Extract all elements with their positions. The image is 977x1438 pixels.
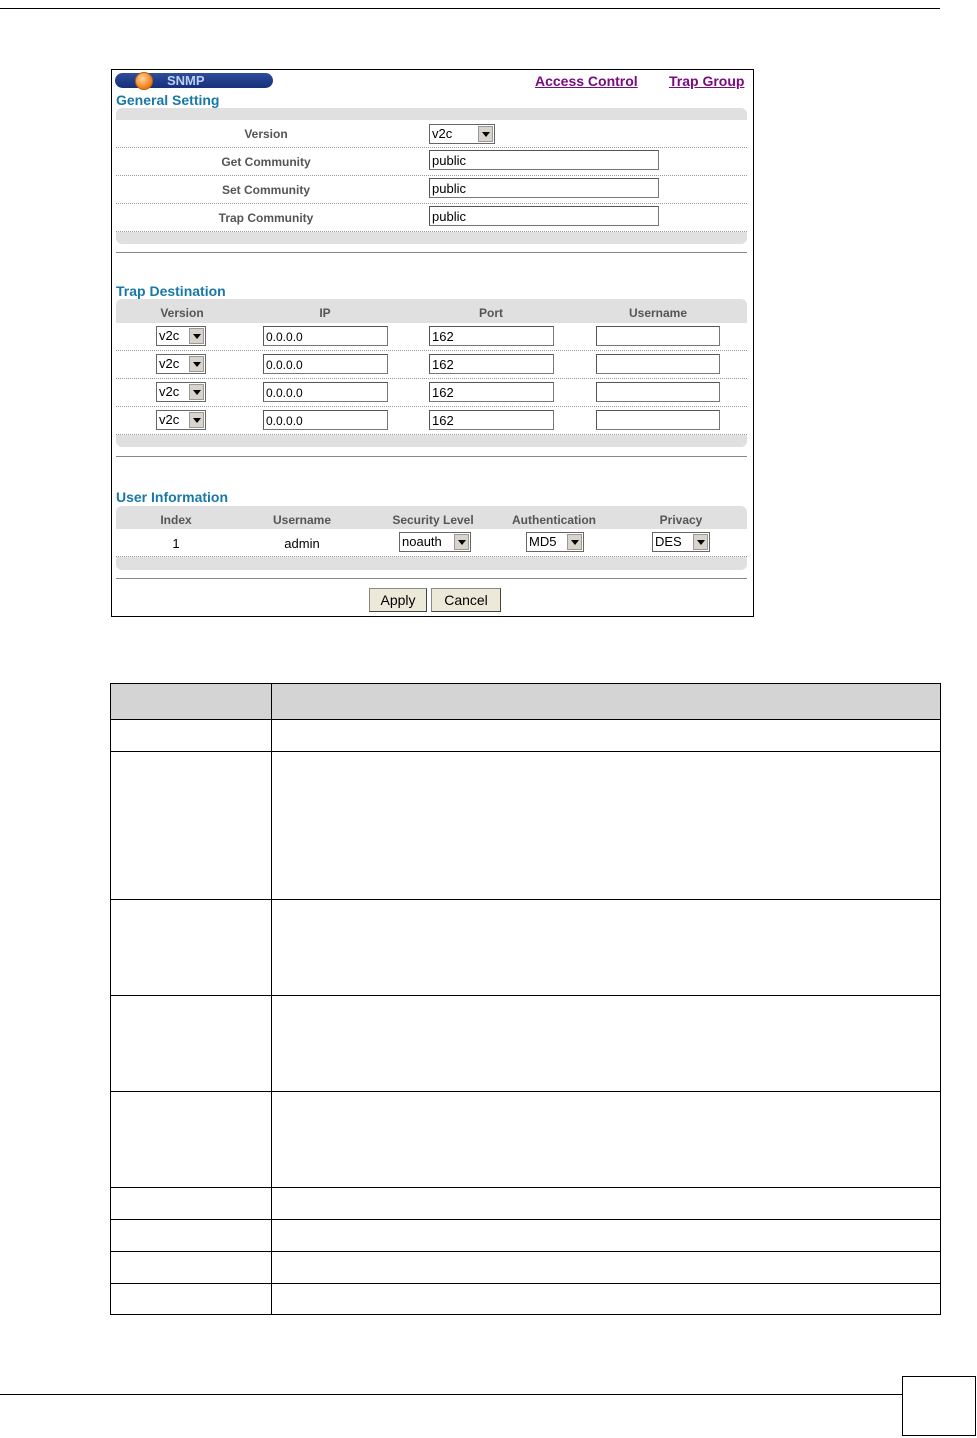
user-col-index: Index	[160, 513, 192, 527]
table-cell	[111, 684, 272, 720]
trap-version-select[interactable]	[156, 354, 206, 374]
table-cell	[111, 1220, 272, 1252]
trap-destination-title: Trap Destination	[116, 283, 226, 299]
table-cell	[111, 752, 272, 900]
general-row-trap-community	[116, 204, 747, 232]
status-orb-icon	[135, 72, 153, 90]
chevron-down-icon	[567, 534, 582, 550]
table-row	[111, 1284, 941, 1315]
chevron-down-icon	[478, 126, 493, 142]
trap-col-version: Version	[160, 306, 204, 320]
general-setting-title: General Setting	[116, 92, 220, 108]
version-select[interactable]	[429, 124, 495, 144]
trap-row	[116, 323, 747, 351]
page-number-box	[902, 1376, 976, 1436]
trap-group-link[interactable]: Trap Group	[669, 73, 745, 89]
access-control-link[interactable]: Access Control	[535, 73, 638, 89]
table-cell	[111, 1188, 272, 1220]
table-row	[111, 1092, 941, 1188]
trap-port-input[interactable]: 162	[429, 382, 554, 402]
table-cell	[111, 900, 272, 996]
table-cell	[272, 1252, 941, 1284]
footer-rule	[0, 1394, 902, 1395]
trap-row	[116, 351, 747, 379]
screen-title: SNMP	[167, 73, 205, 88]
trap-version-value: v2c	[159, 384, 180, 399]
authentication-select[interactable]	[526, 532, 584, 552]
table-cell	[272, 900, 941, 996]
trap-ip-input[interactable]: 0.0.0.0	[263, 326, 388, 346]
general-row-version	[116, 120, 747, 148]
trap-port-input[interactable]: 162	[429, 326, 554, 346]
section-divider	[116, 456, 747, 457]
trap-community-label: Trap Community	[218, 211, 314, 225]
table-cell	[111, 1092, 272, 1188]
chevron-down-icon	[189, 384, 204, 400]
user-row	[116, 529, 747, 557]
trap-ip-input[interactable]: 0.0.0.0	[263, 382, 388, 402]
table-row	[111, 720, 941, 752]
general-row-get-community	[116, 148, 747, 176]
table-row	[111, 1188, 941, 1220]
table-cell	[272, 1220, 941, 1252]
user-col-username: Username	[272, 513, 332, 527]
table-cell	[111, 996, 272, 1092]
table-row	[111, 900, 941, 996]
table-cell	[272, 720, 941, 752]
trap-col-username: Username	[628, 306, 688, 320]
general-row-set-community	[116, 176, 747, 204]
trap-username-input[interactable]	[596, 326, 720, 346]
set-community-label: Set Community	[221, 183, 310, 197]
cancel-button[interactable]: Cancel	[431, 588, 501, 612]
table-cell	[272, 684, 941, 720]
section-divider	[116, 252, 747, 253]
header-rule	[0, 8, 940, 9]
set-community-input[interactable]: public	[429, 178, 659, 198]
chevron-down-icon	[189, 412, 204, 428]
version-select-value: v2c	[432, 126, 453, 141]
table-cell	[272, 1284, 941, 1315]
trap-row	[116, 379, 747, 407]
table-cell	[272, 1188, 941, 1220]
table-row	[111, 752, 941, 900]
table-header-row	[111, 684, 941, 720]
trap-ip-input[interactable]: 0.0.0.0	[263, 354, 388, 374]
trap-col-ip: IP	[319, 306, 331, 320]
trap-community-input[interactable]: public	[429, 206, 659, 226]
snmp-screen	[111, 69, 754, 617]
chevron-down-icon	[693, 534, 708, 550]
trap-version-select[interactable]	[156, 410, 206, 430]
table-cell	[111, 1284, 272, 1315]
table-row	[111, 996, 941, 1092]
user-col-privacy: Privacy	[659, 513, 703, 527]
table-row	[111, 1220, 941, 1252]
trap-version-value: v2c	[159, 412, 180, 427]
user-index: 1	[172, 536, 180, 551]
get-community-label: Get Community	[221, 155, 311, 169]
table-cell	[272, 1092, 941, 1188]
version-label: Version	[244, 127, 288, 141]
trap-version-value: v2c	[159, 356, 180, 371]
security-level-value: noauth	[402, 534, 442, 549]
trap-version-select[interactable]	[156, 326, 206, 346]
trap-ip-input[interactable]: 0.0.0.0	[263, 410, 388, 430]
get-community-input[interactable]: public	[429, 150, 659, 170]
privacy-select[interactable]	[652, 532, 710, 552]
trap-version-select[interactable]	[156, 382, 206, 402]
screen-title-bar	[115, 73, 273, 88]
table-cell	[111, 720, 272, 752]
trap-port-input[interactable]: 162	[429, 410, 554, 430]
user-username: admin	[284, 536, 320, 551]
table-cell	[111, 1252, 272, 1284]
trap-row	[116, 407, 747, 435]
user-col-security: Security Level	[392, 513, 474, 527]
trap-username-input[interactable]	[596, 354, 720, 374]
authentication-value: MD5	[529, 534, 557, 549]
trap-version-value: v2c	[159, 328, 180, 343]
chevron-down-icon	[189, 328, 204, 344]
apply-button[interactable]: Apply	[369, 588, 427, 612]
description-table	[110, 683, 941, 1315]
section-divider	[116, 578, 747, 579]
chevron-down-icon	[189, 356, 204, 372]
trap-username-input[interactable]	[596, 410, 720, 430]
chevron-down-icon	[454, 534, 469, 550]
trap-port-input[interactable]: 162	[429, 354, 554, 374]
trap-username-input[interactable]	[596, 382, 720, 402]
table-cell	[272, 752, 941, 900]
trap-col-port: Port	[479, 306, 503, 320]
security-level-select[interactable]	[399, 532, 471, 552]
privacy-value: DES	[655, 534, 682, 549]
table-cell	[272, 996, 941, 1092]
user-col-authentication: Authentication	[512, 513, 596, 527]
table-row	[111, 1252, 941, 1284]
user-information-title: User Information	[116, 489, 229, 505]
